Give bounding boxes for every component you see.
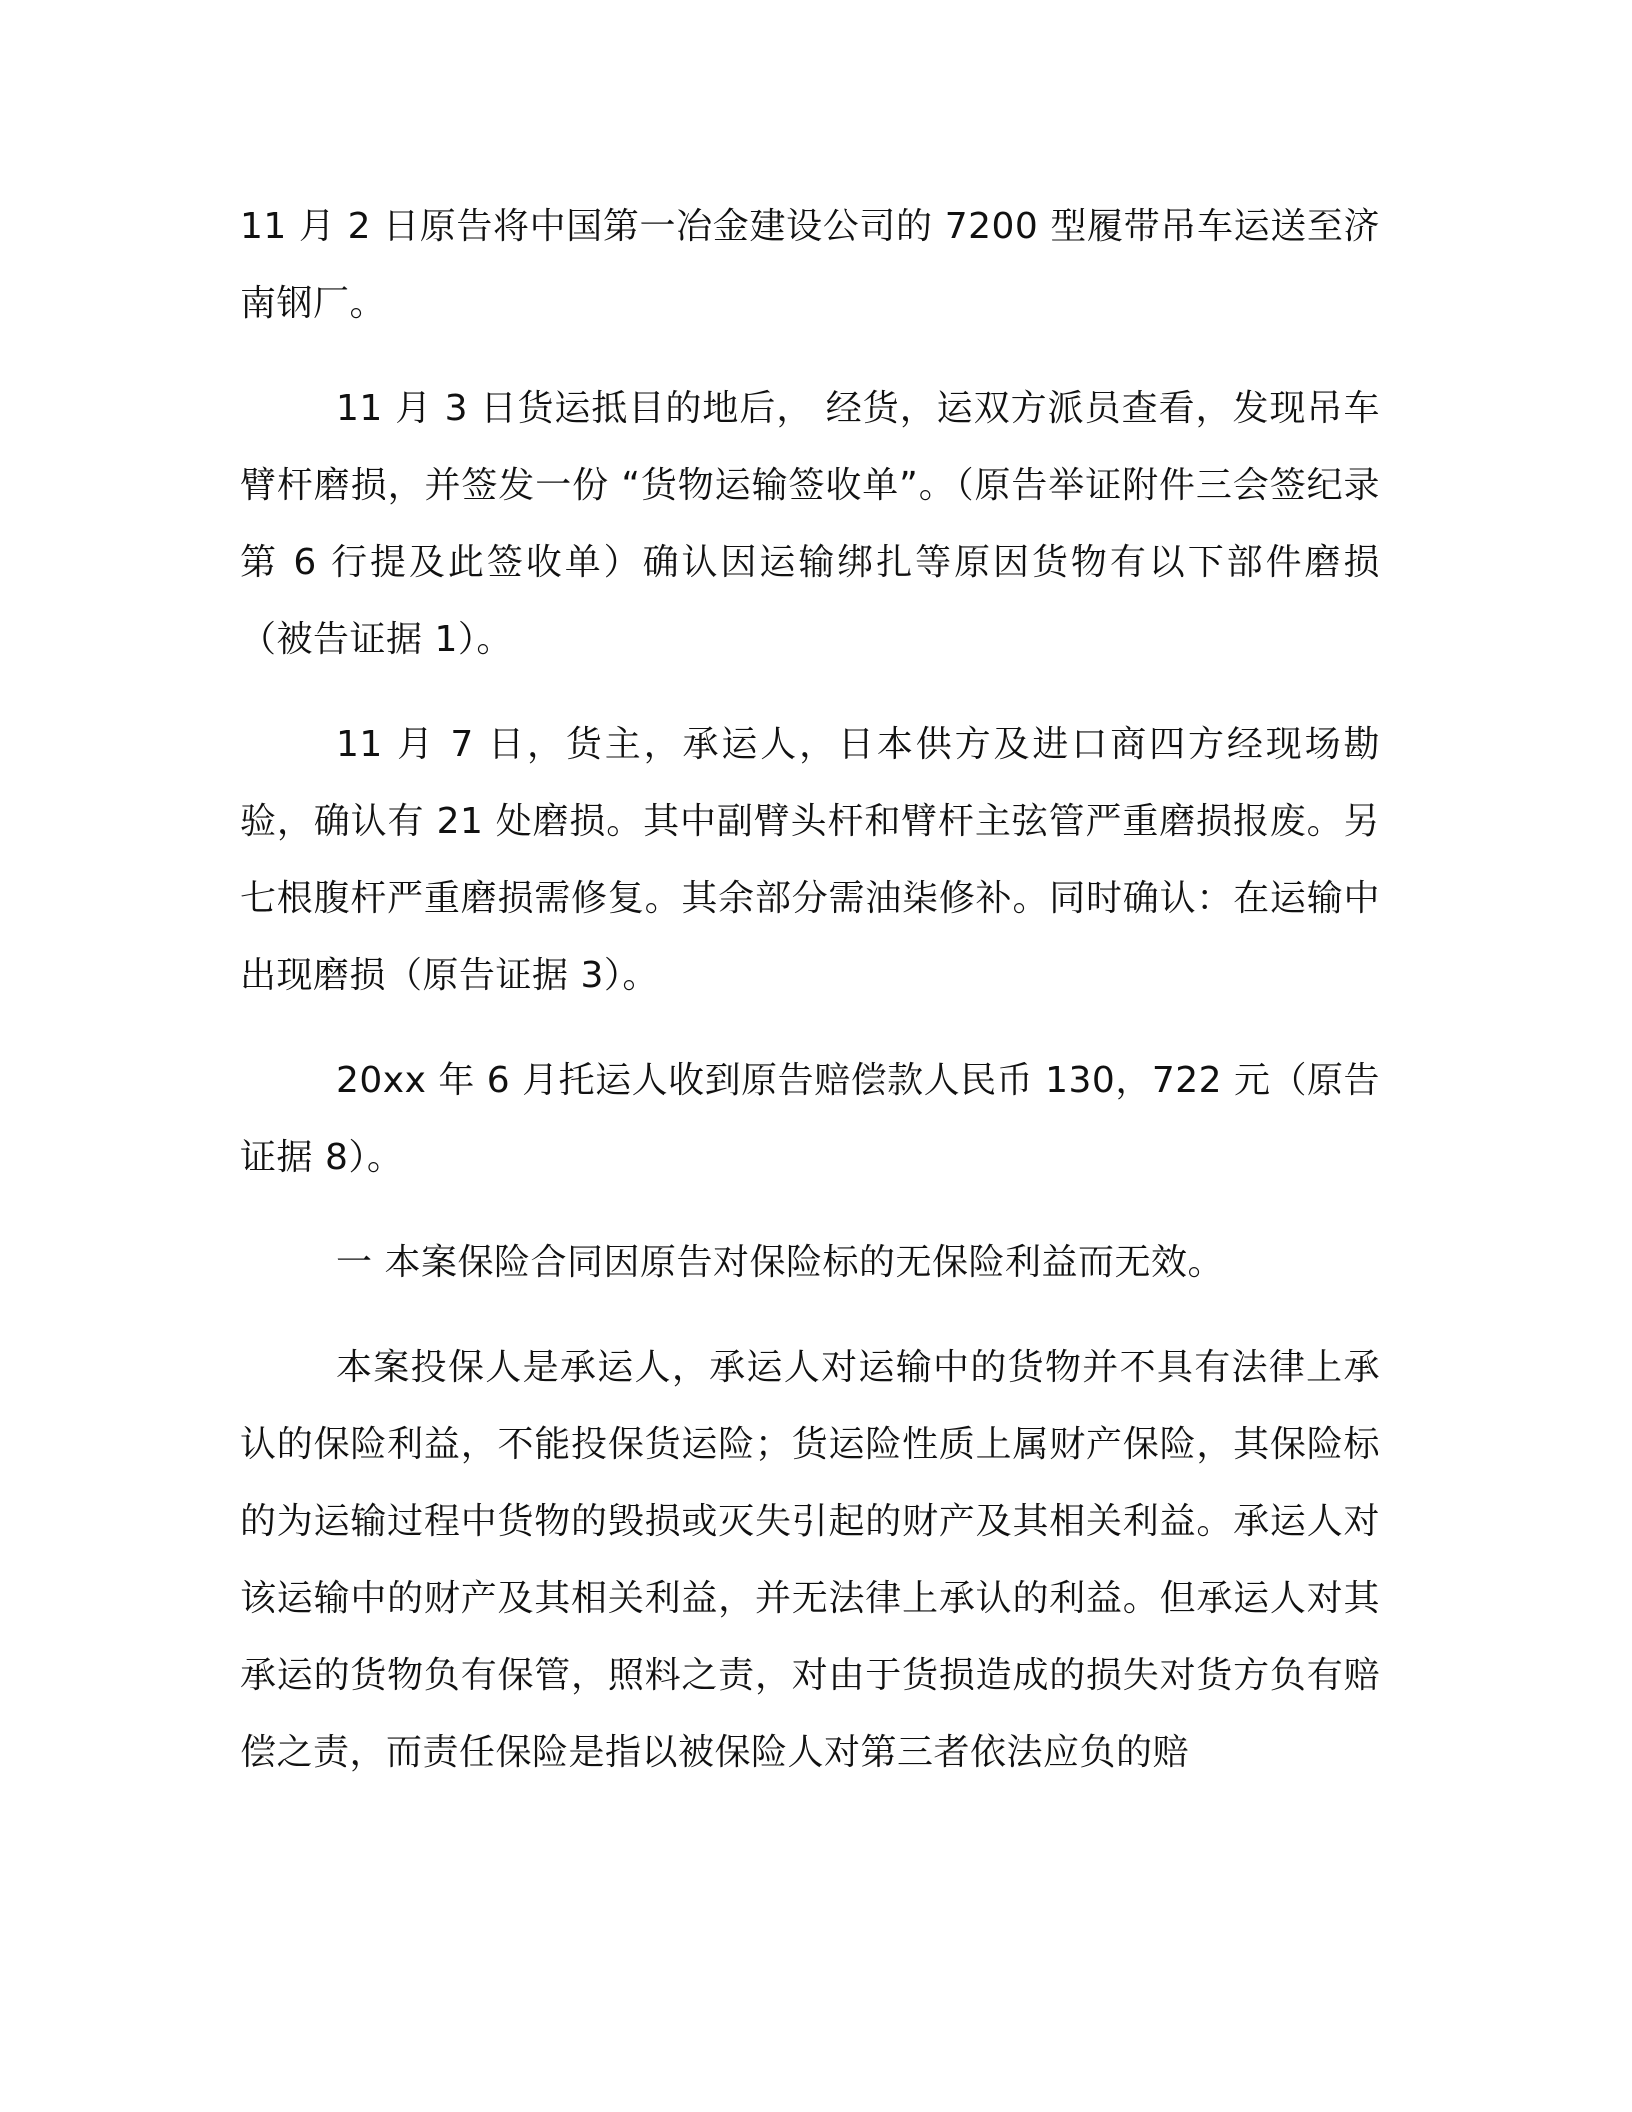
paragraph-insurable-interest: 本案投保人是承运人，承运人对运输中的货物并不具有法律上承认的保险利益，不能投保货运险；货运险性质上属财产保险，其保险标的为运输过程中货物的毁损或灭失引起的财产及其相关利益。承运人对该运输中的财产及其相关利益，并无法律上承认的利益。但承运人对其承运的货物负有保管，照料之责，对由于货损造成的损失对货方负有赔偿之责，而责任保险是指以被保险人对第三者依法应负的赔 [240,1347,1380,1773]
paragraph-site-survey: 11 月 7 日，货主，承运人，日本供方及进口商四方经现场勘验，确认有 21 处磨损。其中副臂头杆和臂杆主弦管严重磨损报废。另七根腹杆严重磨损需修复。其余部分需油柒修补。同时确认：在运输中出现磨损（原告证据 3）。 [240,724,1380,996]
document-body [240,188,1380,1819]
paragraph-compensation: 20xx 年 6 月托运人收到原告赔偿款人民币 130，722 元（原告证据 8）。 [240,1060,1380,1178]
paragraph-crane-transport: 11 月 2 日原告将中国第一冶金建设公司的 7200 型履带吊车运送至济南钢厂。 [240,206,1380,324]
paragraph-arrival-inspection: 11 月 3 日货运抵目的地后， 经货，运双方派员查看，发现吊车臂杆磨损，并签发一份 “货物运输签收单”。（原告举证附件三会签纪录第 6 行提及此签收单）确认因运输绑扎等原因货物有以下部件磨损（被告证据 1）。 [240,388,1380,660]
paragraph-heading-invalid-contract: 一 本案保险合同因原告对保险标的无保险利益而无效。 [336,1242,1224,1283]
